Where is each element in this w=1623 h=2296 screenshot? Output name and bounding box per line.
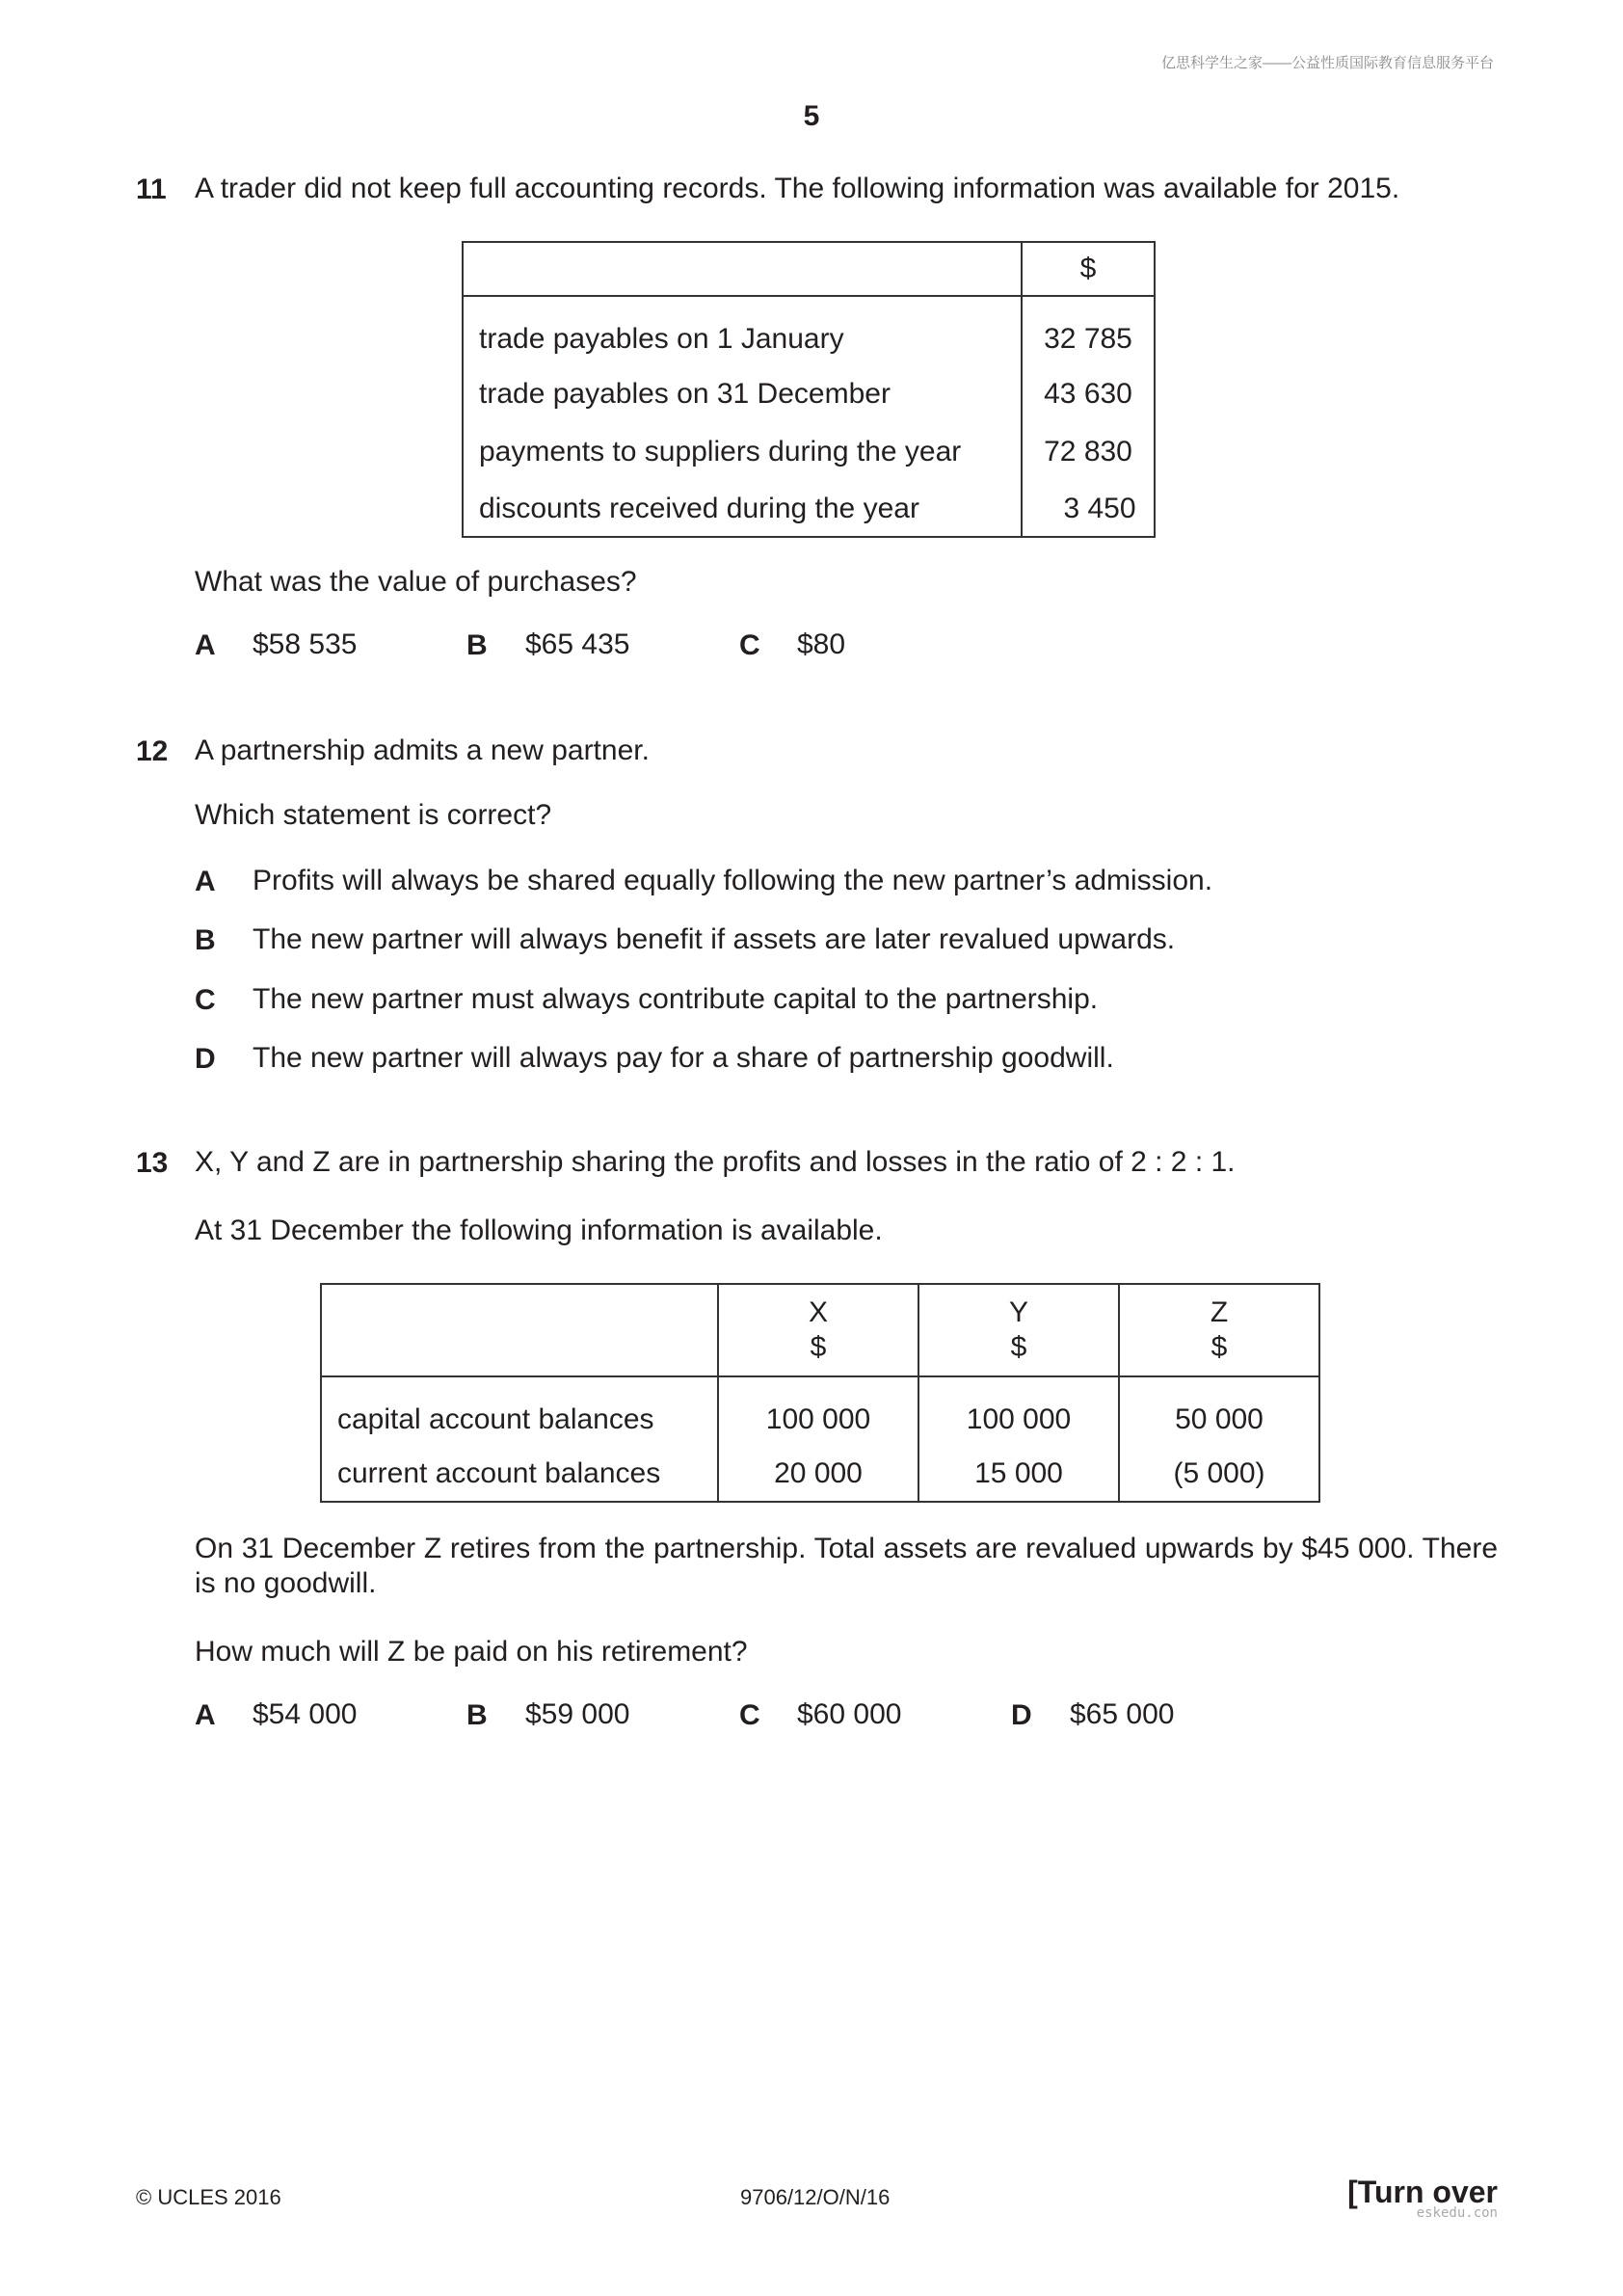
question-12-prompt: Which statement is correct? bbox=[195, 799, 552, 831]
q11-row-value: 72 830 bbox=[1022, 423, 1155, 481]
table-row bbox=[321, 1446, 1319, 1502]
table-row bbox=[321, 1376, 1319, 1446]
footer-turn-over: [Turn over bbox=[1347, 2175, 1498, 2209]
q11-option-a-text: $58 535 bbox=[253, 628, 358, 660]
q11-table bbox=[462, 241, 1156, 538]
q11-row-label: trade payables on 31 December bbox=[463, 365, 1022, 423]
q13-cell: 100 000 bbox=[718, 1376, 918, 1446]
q13-option-b-letter: B bbox=[466, 1699, 488, 1731]
q13-col-x-unit: $ bbox=[810, 1331, 827, 1363]
q13-option-a-text: $54 000 bbox=[253, 1698, 358, 1730]
question-13-paragraph: On 31 December Z retires from the partnership. Total assets are revalued upwards by $45 000. There is no goodwill. bbox=[195, 1533, 1498, 1599]
table-row bbox=[463, 365, 1155, 423]
q13-cell: 100 000 bbox=[918, 1376, 1119, 1446]
q13-option-c-letter: C bbox=[739, 1699, 760, 1731]
q13-row-label: capital account balances bbox=[321, 1376, 718, 1446]
q13-col-x-header bbox=[718, 1284, 918, 1376]
q13-col-z-unit: $ bbox=[1211, 1331, 1228, 1363]
q11-option-c-text: $80 bbox=[797, 628, 846, 660]
q13-cell: 50 000 bbox=[1119, 1376, 1319, 1446]
q12-option-c-letter: C bbox=[195, 984, 216, 1016]
table-row bbox=[463, 423, 1155, 481]
q12-option-a-text: Profits will always be shared equally following the new partner’s admission. bbox=[253, 865, 1213, 896]
question-13-number: 13 bbox=[136, 1147, 169, 1179]
question-11-number: 11 bbox=[136, 174, 167, 205]
q13-option-d-text: $65 000 bbox=[1070, 1698, 1175, 1730]
q12-option-d-letter: D bbox=[195, 1043, 216, 1075]
footer-site-watermark: eskedu.con bbox=[1416, 2205, 1498, 2221]
q13-cell: 15 000 bbox=[918, 1446, 1119, 1502]
q11-option-a-letter: A bbox=[195, 629, 216, 661]
q13-option-a-letter: A bbox=[195, 1699, 216, 1731]
q12-option-d-text: The new partner will always pay for a share of partnership goodwill. bbox=[253, 1042, 1114, 1074]
q13-cell: 20 000 bbox=[718, 1446, 918, 1502]
q11-row-label: payments to suppliers during the year bbox=[463, 423, 1022, 481]
question-13-intro: At 31 December the following information is available. bbox=[195, 1215, 883, 1246]
q13-option-b-text: $59 000 bbox=[525, 1698, 630, 1730]
q13-cell: (5 000) bbox=[1119, 1446, 1319, 1502]
q11-option-b-text: $65 435 bbox=[525, 628, 630, 660]
q11-row-value: 43 630 bbox=[1022, 365, 1155, 423]
q12-option-b-letter: B bbox=[195, 924, 216, 956]
q11-row-value: 32 785 bbox=[1022, 296, 1155, 365]
q13-col-z-name: Z bbox=[1210, 1296, 1229, 1328]
q12-option-a-letter: A bbox=[195, 866, 216, 897]
q13-row-label: current account balances bbox=[321, 1446, 718, 1502]
question-12-number: 12 bbox=[136, 735, 169, 767]
q12-option-c-text: The new partner must always contribute capital to the partnership. bbox=[253, 983, 1099, 1015]
q11-row-label: trade payables on 1 January bbox=[463, 296, 1022, 365]
q11-option-c-letter: C bbox=[739, 629, 760, 661]
table-row bbox=[463, 296, 1155, 365]
q11-row-label: discounts received during the year bbox=[463, 481, 1022, 537]
question-11-prompt: What was the value of purchases? bbox=[195, 566, 637, 598]
q12-option-b-text: The new partner will always benefit if assets are later revalued upwards. bbox=[253, 923, 1176, 955]
q13-option-d-letter: D bbox=[1011, 1699, 1032, 1731]
q13-col-y-header bbox=[918, 1284, 1119, 1376]
question-13-prompt: How much will Z be paid on his retirement? bbox=[195, 1636, 748, 1668]
question-11-stem: A trader did not keep full accounting records. The following information was available for 2015. bbox=[195, 173, 1400, 204]
q13-table-header-blank bbox=[321, 1284, 718, 1376]
q11-table-header-blank bbox=[463, 242, 1022, 296]
footer-paper-code: 9706/12/O/N/16 bbox=[740, 2185, 891, 2209]
q13-col-z-header bbox=[1119, 1284, 1319, 1376]
q11-table-currency-header: $ bbox=[1022, 242, 1155, 296]
header-watermark: 亿思科学生之家——公益性质国际教育信息服务平台 bbox=[1160, 55, 1494, 71]
question-13-stem: X, Y and Z are in partnership sharing the profits and losses in the ratio of 2 : 2 : 1. bbox=[195, 1146, 1236, 1178]
page-number: 5 bbox=[803, 100, 820, 132]
q11-option-b-letter: B bbox=[466, 629, 488, 661]
q13-option-c-text: $60 000 bbox=[797, 1698, 902, 1730]
footer-copyright: © UCLES 2016 bbox=[136, 2185, 281, 2209]
q13-table bbox=[320, 1283, 1320, 1503]
question-12-stem: A partnership admits a new partner. bbox=[195, 734, 650, 766]
q13-col-y-name: Y bbox=[1008, 1296, 1028, 1328]
q13-col-x-name: X bbox=[808, 1296, 828, 1328]
q11-row-value: 3 450 bbox=[1022, 481, 1155, 537]
q13-col-y-unit: $ bbox=[1010, 1331, 1027, 1363]
table-row bbox=[463, 481, 1155, 537]
